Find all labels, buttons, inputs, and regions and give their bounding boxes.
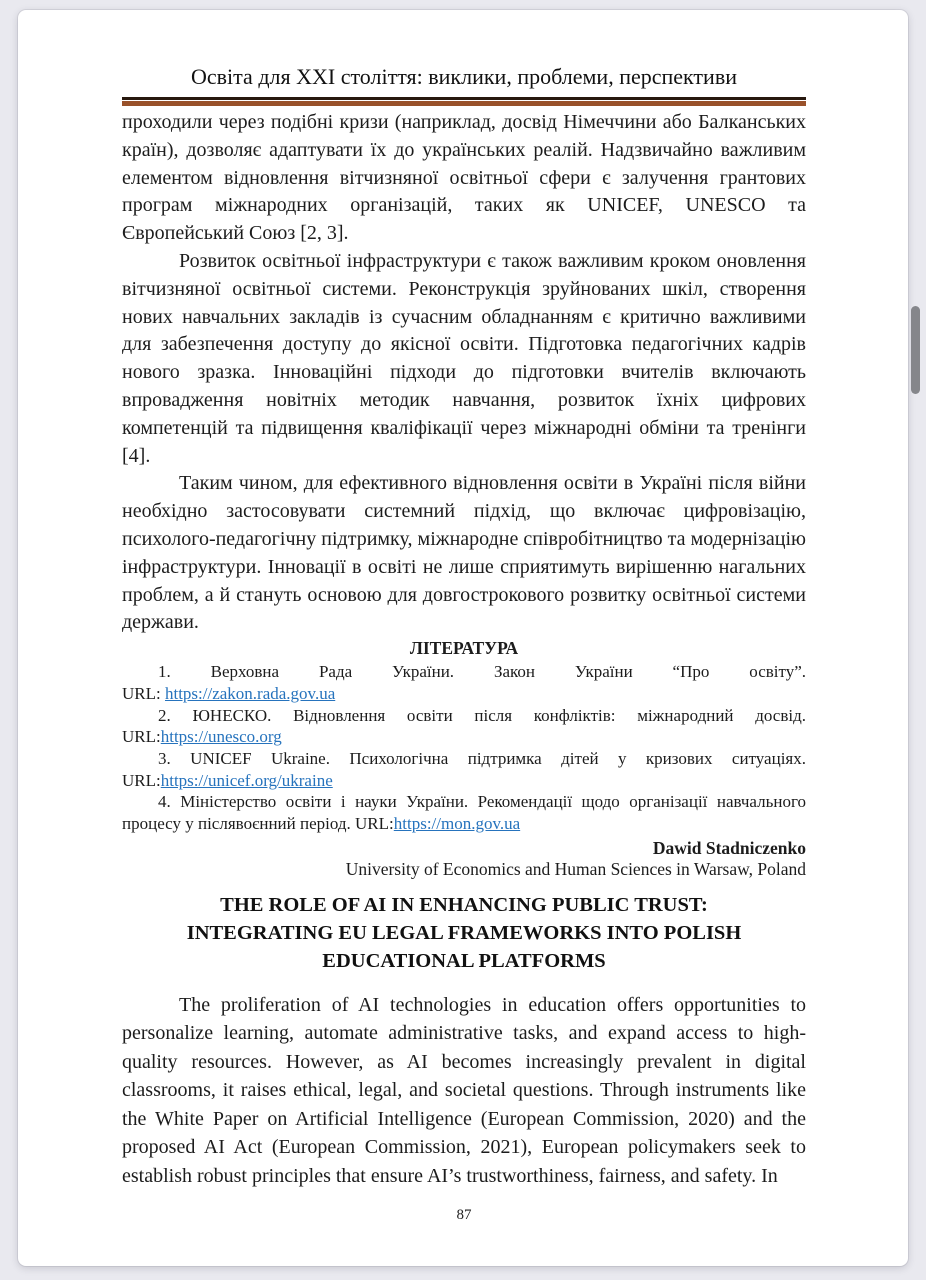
reference-url-prefix: URL: bbox=[122, 683, 165, 703]
reference-url-line bbox=[122, 770, 806, 792]
scrollbar-thumb[interactable] bbox=[911, 306, 920, 394]
article-title bbox=[154, 891, 774, 975]
reference-item: 3. UNICEF Ukraine. Психологічна підтримка дітей у кризових ситуаціях. bbox=[158, 748, 806, 768]
header-rule-thick-line bbox=[122, 101, 806, 106]
reference-item: 1. Верховна Рада України. Закон України “Про освіту”. bbox=[158, 662, 806, 682]
references-heading: ЛІТЕРАТУРА bbox=[409, 638, 519, 659]
author-name: Dawid Stadniczenko bbox=[652, 837, 806, 858]
reference-link[interactable]: https://zakon.rada.gov.ua bbox=[164, 683, 336, 703]
reference-url-prefix: URL: bbox=[122, 727, 161, 747]
paragraph: проходили через подібні кризи (наприклад, досвід Німеччини або Балканських країн), дозволяє адаптувати їх до українських реалій. Надзвичайно важливим елементом відновлення вітчизняної освітньої сфери є залучення грантових програм міжнародних організацій, таких як UNICEF, UNESCO та Європейський Союз [2, 3]. bbox=[122, 111, 806, 245]
paragraph: Розвиток освітньої інфраструктури є також важливим кроком оновлення вітчизняної освітньої системи. Реконструкція зруйнованих шкіл, створення нових навчальних закладів із сучасним обладнанням є критично важливими для забезпечення доступу до якісної освіти. Підготовка педагогічних кадрів нового зразка. Інноваційні підходи до підготовки вчителів включають впровадження новітніх методик навчання, розвиток їхніх цифрових компетенцій та підвищення кваліфікації через міжнародні обміни та тренінги [4]. bbox=[122, 249, 806, 467]
reference-item bbox=[122, 791, 806, 834]
references-list bbox=[122, 661, 806, 835]
paragraph: The proliferation of AI technologies in education offers opportunities to personalize learning, automate administrative tasks, and expand access to high-quality resources. However, as AI becomes increasingly prevalent in digital classrooms, it raises ethical, legal, and societal questions. Through instruments like the White Paper on Artificial Intelligence (European Commission, 2020) and the proposed AI Act (European Commission, 2021), European policymakers seek to establish robust principles that ensure AI’s trustworthiness, fairness, and safety. In bbox=[122, 993, 806, 1187]
paragraph: Таким чином, для ефективного відновлення освіти в Україні після війни необхідно застосовувати системний підхід, що включає цифровізацію, психолого-педагогічну підтримку, міжнародне співробітництво та модернізацію інфраструктури. Інновації в освіті не лише сприятимуть вирішенню нагальних проблем, а й стануть основою для довгострокового розвитку освітньої системи держави. bbox=[122, 472, 806, 634]
ukrainian-article-body bbox=[122, 109, 806, 637]
reference-link[interactable]: https://mon.gov.ua bbox=[393, 814, 521, 834]
document-page bbox=[18, 10, 908, 1266]
article-title-line: EDUCATIONAL PLATFORMS bbox=[322, 949, 606, 972]
reference-text: 4. Міністерство освіти і науки України. Рекомендації щодо організації навчального процесу у післявоєнний період. bbox=[122, 792, 806, 834]
scrollbar-track[interactable] bbox=[908, 0, 926, 1280]
reference-link[interactable]: https://unicef.org/ukraine bbox=[160, 770, 333, 790]
author-affiliation: University of Economics and Human Sciences in Warsaw, Poland bbox=[345, 858, 806, 879]
reference-link[interactable]: https://unesco.org bbox=[160, 727, 282, 747]
reference-item: 2. ЮНЕСКО. Відновлення освіти після конфліктів: міжнародний досвід. bbox=[158, 705, 806, 725]
article-title-line: THE ROLE OF AI IN ENHANCING PUBLIC TRUST: bbox=[220, 893, 708, 916]
reference-url-line bbox=[122, 683, 806, 705]
header-rule-thin-line bbox=[122, 97, 806, 100]
header-rule bbox=[122, 97, 806, 106]
running-header: Освіта для XXI століття: виклики, проблеми, перспективи bbox=[191, 64, 737, 89]
reference-url-prefix: URL: bbox=[355, 814, 394, 834]
reference-url-line bbox=[122, 726, 806, 748]
reference-url-prefix: URL: bbox=[122, 770, 161, 790]
english-article-body bbox=[122, 991, 806, 1191]
page-number: 87 bbox=[456, 1207, 472, 1224]
article-title-line: INTEGRATING EU LEGAL FRAMEWORKS INTO POLISH bbox=[186, 921, 742, 944]
